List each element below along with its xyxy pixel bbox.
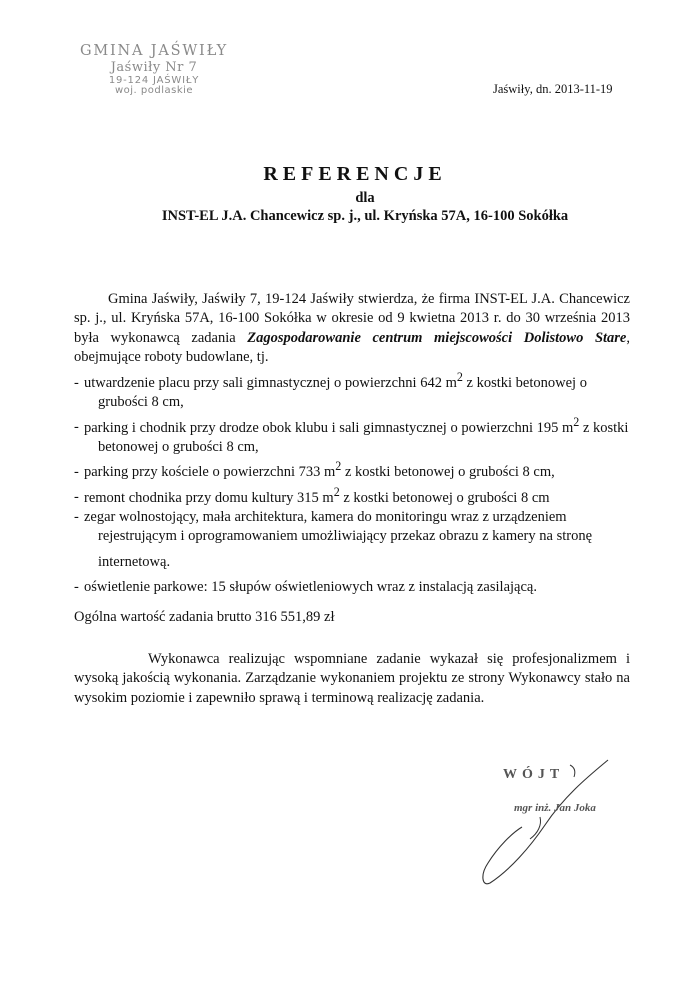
recipient-company: INST-EL J.A. Chancewicz sp. j., ul. Kryńska 57A, 16-100 Sokółka (161, 208, 569, 224)
list-item: - zegar wolnostojący, mała architektura, kamera do monitoringu wraz z urządzeniem rejestrującym i oprogramowaniem umożliwiający przekaz obrazu z kamery na stronę internetową. (74, 508, 592, 570)
closing-paragraph: Wykonawca realizując wspomniane zadanie wykazał się profesjonalizmem i wysoką jakością wykonania. Zarządzanie wykonaniem projektu ze strony Wykonawcy stało na wysokim poziomie i zapewniło sprawą i terminową realizację zadania. (74, 651, 630, 706)
stamp-line-address: Jaświły Nr 7 (110, 60, 198, 76)
signature-name: mgr inż. Jan Joka (514, 802, 596, 814)
document-subtitle: dla (355, 190, 375, 206)
total-value: Ogólna wartość zadania brutto 316 551,89 zł (74, 609, 335, 625)
stamp-line-name: GMINA JAŚWIŁY (80, 43, 228, 59)
list-item: - parking i chodnik przy drodze obok klubu i sali gimnastycznej o powierzchni 195 $m^2$ z kostki betonowej o grubości 8 cm, (74, 414, 629, 455)
list-item: - utwardzenie placu przy sali gimnastycznej o powierzchni 642 $m^2$ z kostki betonowej o grubości 8 cm, (74, 370, 587, 411)
intro-text-after: , obejmujące roboty budowlane, tj. (74, 329, 630, 366)
municipality-stamp (74, 44, 234, 97)
signature-block (470, 755, 620, 895)
document-title: REFERENCJE (263, 163, 447, 185)
task-name: Zagospodarowanie centrum miejscowości Dolistowo Stare (247, 329, 627, 346)
work-items-list (74, 368, 634, 597)
place-and-date: Jaświły, dn. 2013-11-19 (493, 82, 613, 96)
list-item: - oświetlenie parkowe: 15 słupów oświetleniowych wraz z instalacją zasilającą. (74, 578, 537, 595)
intro-text-before: Gmina Jaświły, Jaświły 7, 19-124 Jaświły stwierdza, że firma INST-EL J.A. Chancewicz sp. j., ul. Kryńska 57A, 16-100 Sokółka w okresie od 9 kwietna 2013 r. do 30 września 2013 była wykonawcą zadania (74, 291, 630, 346)
signature-title: WÓJT (503, 767, 565, 782)
stamp-line-postcode: 19-124 JAŚWIŁY (108, 74, 200, 86)
list-item: - parking przy kościele o powierzchni 733 $m^2$ z kostki betonowej o grubości 8 cm, (74, 459, 555, 481)
intro-paragraph (74, 290, 630, 368)
list-item: - remont chodnika przy domu kultury 315 $m^2$ z kostki betonowej o grubości 8 cm (74, 484, 550, 506)
stamp-line-region: woj. podlaskie (114, 85, 194, 97)
